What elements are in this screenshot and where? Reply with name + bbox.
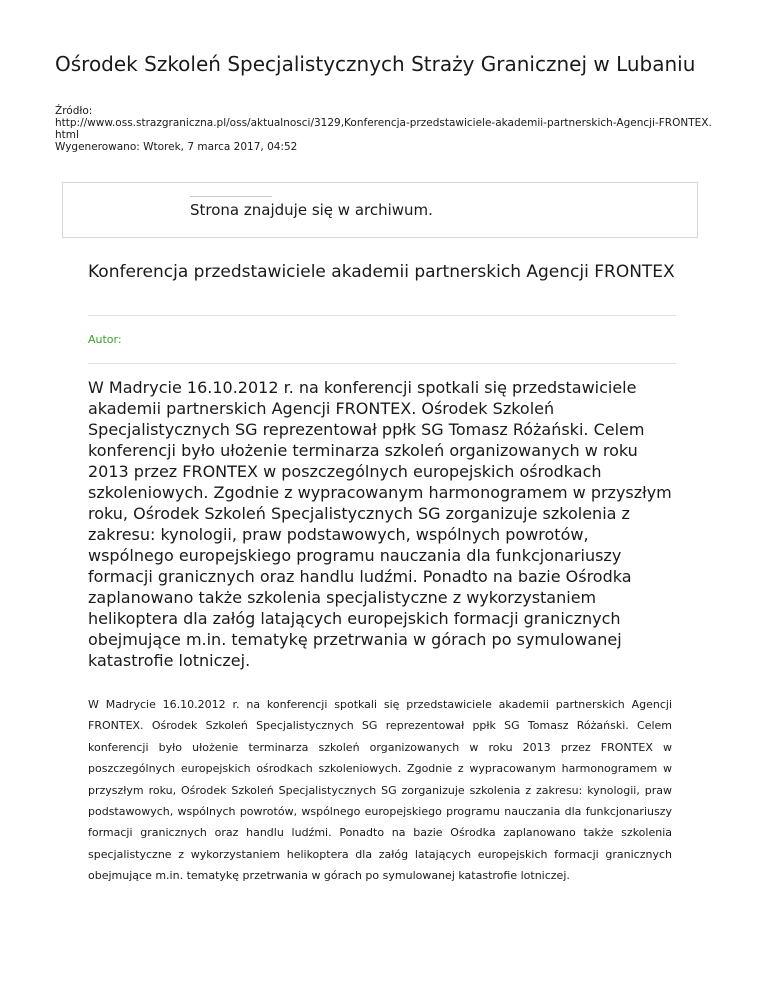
author-label: Autor: — [88, 333, 122, 346]
archive-divider — [190, 196, 272, 197]
archive-notice-text: Strona znajduje się w archiwum. — [190, 201, 433, 219]
generated-timestamp: Wygenerowano: Wtorek, 7 marca 2017, 04:52 — [55, 141, 298, 153]
source-url[interactable]: http://www.oss.strazgraniczna.pl/oss/aktualnosci/3129,Konferencja-przedstawiciele-akademii-partnerskich-Agencji-FRONTEX.html — [55, 117, 712, 141]
article-lead: W Madrycie 16.10.2012 r. na konferencji spotkali się przedstawiciele akademii partnerskich Agencji FRONTEX. Ośrodek Szkoleń Specjalistycznych SG reprezentował ppłk SG Tomasz Różański. Celem konferencji było ułożenie terminarza szkoleń organizowanych w roku 2013 przez FRONTEX w poszczególnych europejskich ośrodkach szkoleniowych. Zgodnie z wypracowanym harmonogramem w przyszłym roku, Ośrodek Szkoleń Specjalistycznych SG zorganizuje szkolenia z zakresu: kynologii, praw podstawowych, wspólnych powrotów, wspólnego europejskiego programu nauczania dla funkcjonariuszy formacji granicznych oraz handlu ludźmi. Ponadto na bazie Ośrodka zaplanowano także szkolenia specjalistyczne z wykorzystaniem helikoptera dla załóg latających europejskich formacji granicznych obejmujące m.in. tematykę przetrwania w górach po symulowanej katastrofie lotniczej. — [88, 378, 672, 670]
source-meta — [55, 105, 715, 153]
article-body: W Madrycie 16.10.2012 r. na konferencji spotkali się przedstawiciele akademii partnerskich Agencji FRONTEX. Ośrodek Szkoleń Specjalistycznych SG reprezentował ppłk SG Tomasz Różański. Celem konferencji było ułożenie terminarza szkoleń organizowanych w roku 2013 przez FRONTEX w poszczególnych europejskich ośrodkach szkoleniowych. Zgodnie z wypracowanym harmonogramem w przyszłym roku, Ośrodek Szkoleń Specjalistycznych SG zorganizuje szkolenia z zakresu: kynologii, praw podstawowych, wspólnych powrotów, wspólnego europejskiego programu nauczania dla funkcjonariuszy formacji granicznych oraz handlu ludźmi. Ponadto na bazie Ośrodka zaplanowano także szkolenia specjalistyczne z wykorzystaniem helikoptera dla załóg latających europejskich formacji granicznych obejmujące m.in. tematykę przetrwania w górach po symulowanej katastrofie lotniczej. — [88, 698, 672, 883]
site-title: Ośrodek Szkoleń Specjalistycznych Straży Granicznej w Lubaniu — [55, 52, 696, 76]
title-divider — [88, 315, 676, 316]
source-label: Źródło: — [55, 105, 93, 117]
article-title: Konferencja przedstawiciele akademii partnerskich Agencji FRONTEX — [88, 262, 675, 282]
author-divider — [88, 363, 676, 364]
archive-notice-box — [62, 182, 698, 238]
